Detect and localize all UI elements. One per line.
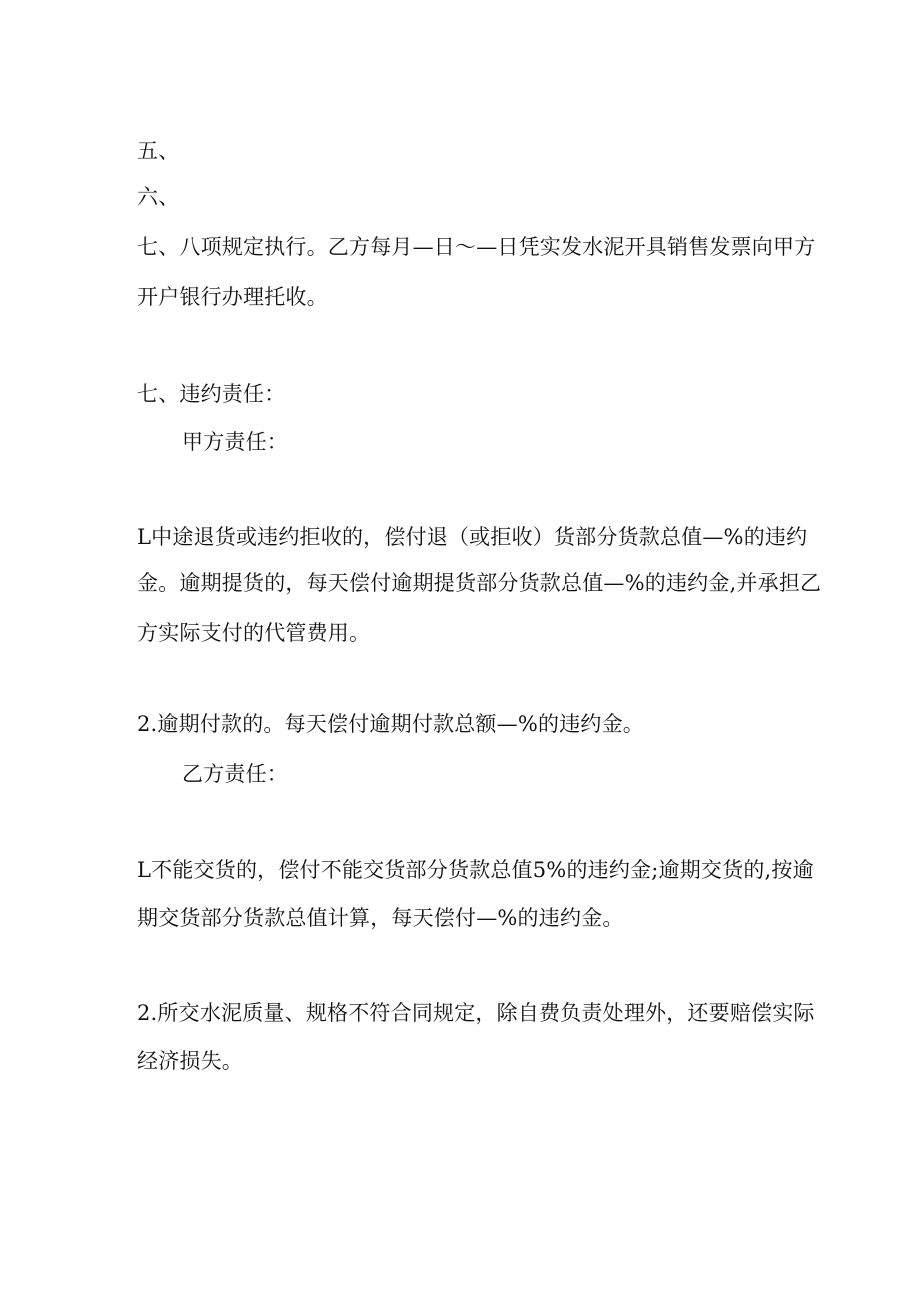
breach-liability-heading: 七、违约责任： — [137, 382, 286, 406]
party-b-liability-heading: 乙方责任： — [182, 762, 288, 786]
section-five-heading: 五、 — [137, 139, 180, 163]
party-a-item-1-line-3: 方实际支付的代管费用。 — [137, 621, 371, 645]
party-b-item-2-line-1: 2.所交水泥质量、规格不符合同规定，除自费负责处理外，还要赔偿实际 — [137, 1001, 815, 1025]
party-b-item-1-line-1: L不能交货的，偿付不能交货部分货款总值5%的违约金;逾期交货的,按逾 — [137, 858, 814, 882]
party-a-item-1-line-2: 金。逾期提货的，每天偿付逾期提货部分货款总值—%的违约金,并承担乙 — [137, 571, 822, 595]
party-a-item-2: 2.逾期付款的。每天偿付逾期付款总额—%的违约金。 — [137, 712, 644, 736]
section-six-heading: 六、 — [137, 185, 180, 209]
party-a-item-1-line-1: L中途退货或违约拒收的，偿付退（或拒收）货部分货款总值—%的违约 — [137, 525, 808, 549]
payment-clause-line-1: 七、八项规定执行。乙方每月—日～—日凭实发水泥开具销售发票向甲方 — [137, 235, 816, 259]
party-a-liability-heading: 甲方责任： — [182, 430, 288, 454]
party-b-item-2-line-2: 经济损失。 — [137, 1049, 243, 1073]
party-b-item-1-line-2: 期交货部分货款总值计算，每天偿付—%的违约金。 — [137, 906, 624, 930]
payment-clause-line-2: 开户银行办理托收。 — [137, 285, 328, 309]
